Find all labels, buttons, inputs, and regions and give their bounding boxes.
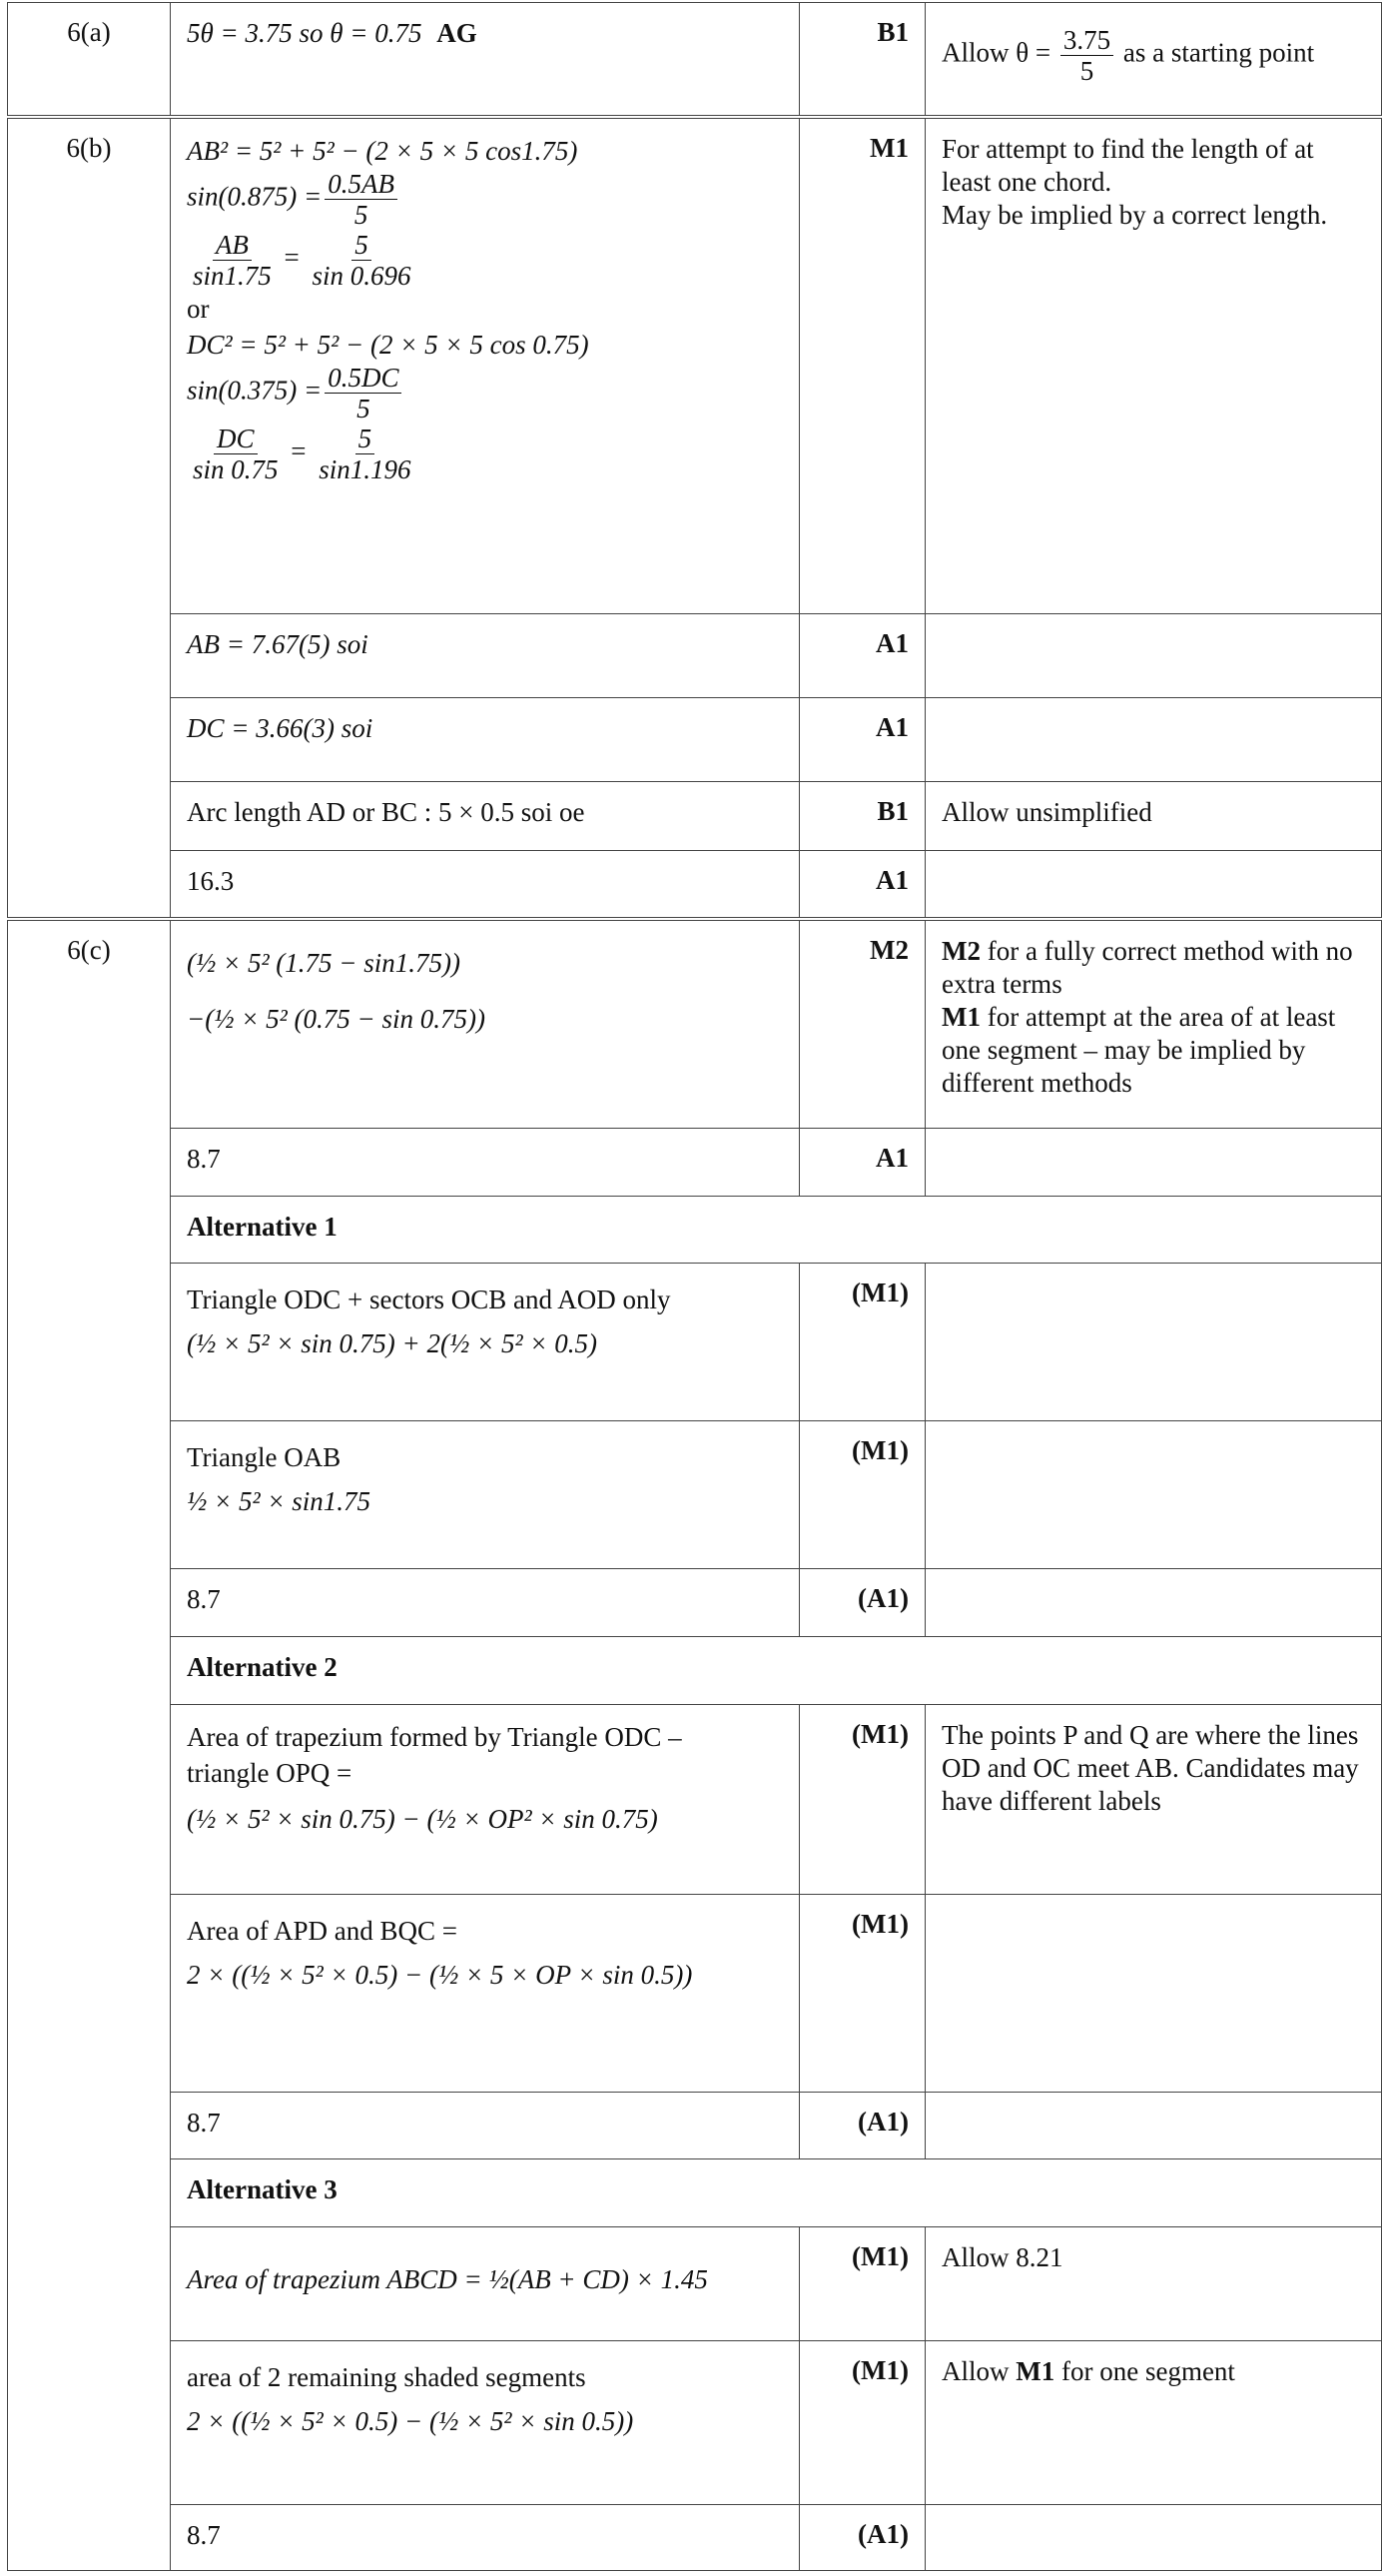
guidance-cell bbox=[926, 1264, 1382, 1421]
guidance-line: May be implied by a correct length. bbox=[942, 199, 1328, 230]
answer-line: Area of trapezium formed by Triangle ODC – bbox=[187, 1722, 682, 1752]
answer-line: or bbox=[187, 293, 210, 324]
answer-cell: 8.7 bbox=[171, 1569, 800, 1637]
answer-line: Arc length AD or BC : 5 × 0.5 soi oe bbox=[187, 797, 585, 827]
answer-cell: 8.7 bbox=[171, 2505, 800, 2571]
guidance-text-tail: for one segment bbox=[1054, 2356, 1235, 2386]
row-alt1-3 bbox=[8, 1569, 1382, 1637]
guidance-mark: M1 bbox=[942, 1001, 981, 1032]
mark-cell: (A1) bbox=[800, 1569, 926, 1637]
answer-lhs: sin(0.375) = bbox=[187, 375, 323, 406]
question-number: 6(c) bbox=[8, 919, 171, 2571]
guidance-cell bbox=[926, 1569, 1382, 1637]
answer-line bbox=[187, 363, 783, 424]
guidance-cell bbox=[926, 614, 1382, 698]
mark-cell: A1 bbox=[800, 698, 926, 782]
fraction-denominator: 5 bbox=[353, 199, 368, 230]
answer-fraction bbox=[316, 424, 413, 484]
answer-line: $\frac{AB}{\sin 1.75}$ = $\frac{5}{\sin 0.696}$ bbox=[187, 230, 783, 291]
guidance-cell bbox=[926, 2093, 1382, 2159]
row-6a bbox=[8, 3, 1382, 117]
answer-line: area of 2 remaining shaded segments bbox=[187, 2362, 586, 2392]
answer-cell bbox=[171, 2341, 800, 2505]
mark-cell: M2 bbox=[800, 919, 926, 1129]
answer-fraction bbox=[325, 363, 401, 424]
fraction-numerator: 3.75 bbox=[1060, 25, 1113, 56]
fraction-numerator: 0.5AB bbox=[325, 169, 397, 200]
answer-cell bbox=[171, 1264, 800, 1421]
answer-line: (½ × 5² × sin 0.75) + 2(½ × 5² × 0.5) bbox=[187, 1328, 598, 1358]
mark-cell: (M1) bbox=[800, 2227, 926, 2341]
row-alt3-3 bbox=[8, 2505, 1382, 2571]
mark-cell: (A1) bbox=[800, 2505, 926, 2571]
answer-lhs: sin(0.875) = bbox=[187, 181, 323, 212]
guidance-fraction bbox=[1060, 25, 1113, 86]
guidance-cell bbox=[926, 1895, 1382, 2093]
guidance-cell bbox=[926, 2505, 1382, 2571]
answer-tag: AG bbox=[436, 18, 477, 48]
mark-cell: (M1) bbox=[800, 1264, 926, 1421]
mark-cell: A1 bbox=[800, 851, 926, 919]
answer-cell: 8.7 bbox=[171, 1129, 800, 1197]
row-alt3-2 bbox=[8, 2341, 1382, 2505]
fraction-numerator: AB bbox=[213, 230, 252, 261]
guidance-cell bbox=[926, 919, 1382, 1129]
guidance-cell bbox=[926, 3, 1382, 117]
guidance-cell bbox=[926, 117, 1382, 614]
row-6b-2 bbox=[8, 614, 1382, 698]
mark-scheme-table bbox=[7, 2, 1382, 2571]
question-number: 6(b) bbox=[8, 117, 171, 919]
row-alt2-2 bbox=[8, 1895, 1382, 2093]
answer-line: Triangle OAB bbox=[187, 1442, 342, 1472]
row-6b-4 bbox=[8, 782, 1382, 851]
row-alt2-1 bbox=[8, 1705, 1382, 1895]
fraction-denominator: sin 0.696 bbox=[312, 260, 411, 291]
fraction-numerator: DC bbox=[214, 424, 258, 454]
alternative-heading-row bbox=[8, 2159, 1382, 2227]
answer-cell bbox=[171, 117, 800, 614]
answer-cell bbox=[171, 1895, 800, 2093]
alternative-heading: Alternative 3 bbox=[171, 2159, 1382, 2227]
row-alt1-1 bbox=[8, 1264, 1382, 1421]
answer-fraction bbox=[190, 230, 275, 291]
fraction-numerator: 5 bbox=[355, 424, 375, 454]
mark-cell: (M1) bbox=[800, 1421, 926, 1569]
answer-cell: 8.7 bbox=[171, 2093, 800, 2159]
row-6b-3 bbox=[8, 698, 1382, 782]
answer-cell bbox=[171, 2227, 800, 2341]
mark-cell: (M1) bbox=[800, 1895, 926, 2093]
guidance-cell bbox=[926, 1421, 1382, 1569]
row-6c-1 bbox=[8, 919, 1382, 1129]
answer-cell bbox=[171, 1705, 800, 1895]
guidance-text: for attempt at the area of at least one segment – may be implied by different methods bbox=[942, 1001, 1336, 1098]
answer-fraction bbox=[310, 230, 414, 291]
answer-line: −(½ × 5² (0.75 − sin 0.75)) bbox=[187, 1003, 485, 1034]
answer-line: 2 × ((½ × 5² × 0.5) − (½ × 5 × OP × sin 0.5)) bbox=[187, 1960, 693, 1990]
mark-cell: (M1) bbox=[800, 1705, 926, 1895]
mark-cell: M1 bbox=[800, 117, 926, 614]
mark-cell: (M1) bbox=[800, 2341, 926, 2505]
fraction-denominator: sin1.196 bbox=[319, 453, 411, 484]
answer-line: (½ × 5² × sin 0.75) − (½ × OP² × sin 0.75) bbox=[187, 1804, 658, 1834]
answer-cell bbox=[171, 3, 800, 117]
row-6c-2 bbox=[8, 1129, 1382, 1197]
question-number: 6(a) bbox=[8, 3, 171, 117]
answer-cell bbox=[171, 698, 800, 782]
answer-line: 2 × ((½ × 5² × 0.5) − (½ × 5² × sin 0.5)) bbox=[187, 2406, 634, 2436]
fraction-denominator: sin 0.75 bbox=[193, 453, 279, 484]
mark-cell: (A1) bbox=[800, 2093, 926, 2159]
answer-line bbox=[187, 169, 783, 230]
answer-line: ½ × 5² × sin1.75 bbox=[187, 1486, 371, 1516]
guidance-cell bbox=[926, 698, 1382, 782]
answer-line: AB = 7.67(5) soi bbox=[187, 629, 368, 659]
guidance-cell bbox=[926, 1129, 1382, 1197]
answer-fraction bbox=[325, 169, 397, 230]
answer-line: Area of trapezium ABCD = ½(AB + CD) × 1.45 bbox=[187, 2264, 708, 2294]
answer-cell bbox=[171, 1421, 800, 1569]
guidance-text: Allow θ = bbox=[942, 37, 1051, 68]
answer-cell bbox=[171, 614, 800, 698]
guidance-mark: M2 bbox=[942, 935, 981, 966]
guidance-text: for a fully correct method with no extra terms bbox=[942, 935, 1353, 999]
fraction-denominator: sin1.75 bbox=[193, 260, 272, 291]
answer-line: triangle OPQ = bbox=[187, 1758, 352, 1788]
alternative-heading: Alternative 2 bbox=[171, 1637, 1382, 1705]
guidance-cell bbox=[926, 2341, 1382, 2505]
mark-cell: A1 bbox=[800, 614, 926, 698]
fraction-denominator: 5 bbox=[356, 393, 370, 424]
fraction-numerator: 0.5DC bbox=[325, 363, 401, 394]
answer-line: (½ × 5² (1.75 − sin1.75)) bbox=[187, 947, 461, 978]
row-alt2-3 bbox=[8, 2093, 1382, 2159]
guidance-text: Allow bbox=[942, 2356, 1017, 2386]
mark-cell: B1 bbox=[800, 782, 926, 851]
answer-line: $\frac{DC}{\sin 0.75}$ = $\frac{5}{\sin 1.196}$ bbox=[187, 424, 783, 484]
answer-line: DC = 3.66(3) soi bbox=[187, 713, 373, 743]
row-6b-1 bbox=[8, 117, 1382, 614]
row-6b-5 bbox=[8, 851, 1382, 919]
answer-line: Area of APD and BQC = bbox=[187, 1916, 457, 1946]
guidance-text-tail: as a starting point bbox=[1122, 37, 1315, 68]
alternative-heading: Alternative 1 bbox=[171, 1197, 1382, 1264]
guidance-cell: The points P and Q are where the lines OD and OC meet AB. Candidates may have different labels bbox=[926, 1705, 1382, 1895]
answer-line: AB² = 5² + 5² − (2 × 5 × 5 cos1.75) bbox=[187, 135, 578, 166]
alternative-heading-row bbox=[8, 1637, 1382, 1705]
answer-cell bbox=[171, 919, 800, 1129]
guidance-cell: Allow 8.21 bbox=[926, 2227, 1382, 2341]
mark-cell: B1 bbox=[800, 3, 926, 117]
mark-cell: A1 bbox=[800, 1129, 926, 1197]
answer-cell bbox=[171, 782, 800, 851]
row-alt3-1 bbox=[8, 2227, 1382, 2341]
answer-line: Triangle ODC + sectors OCB and AOD only bbox=[187, 1285, 671, 1314]
answer-expression: 5θ = 3.75 so θ = 0.75 bbox=[187, 18, 422, 48]
guidance-line: For attempt to find the length of at least one chord. bbox=[942, 133, 1314, 197]
guidance-cell: Allow unsimplified bbox=[926, 782, 1382, 851]
guidance-mark: M1 bbox=[1016, 2356, 1055, 2386]
answer-cell: 16.3 bbox=[171, 851, 800, 919]
fraction-denominator: 5 bbox=[1079, 56, 1094, 86]
fraction-numerator: 5 bbox=[351, 230, 371, 261]
row-alt1-2 bbox=[8, 1421, 1382, 1569]
alternative-heading-row bbox=[8, 1197, 1382, 1264]
answer-fraction bbox=[190, 424, 282, 484]
answer-line: DC² = 5² + 5² − (2 × 5 × 5 cos 0.75) bbox=[187, 329, 589, 360]
guidance-cell bbox=[926, 851, 1382, 919]
